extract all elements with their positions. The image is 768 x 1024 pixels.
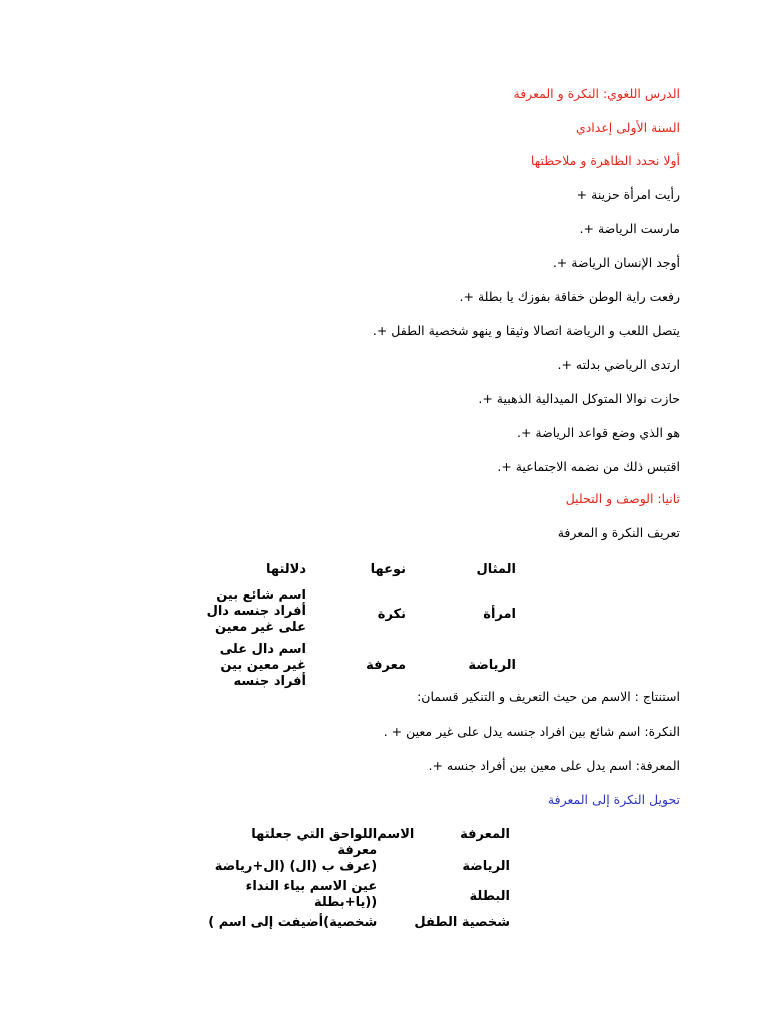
table-cell [377,859,414,879]
table-cell: اسم شائع بين أفراد جنسه دال على غير معين [206,588,306,635]
table-header: الاسم [377,827,415,842]
table-header-row [196,562,516,588]
table-row [207,859,510,879]
table-cell: نكرة [377,607,406,622]
example-sentence: اقتبس ذلك من نضمه الاجتماعية +. [497,459,680,474]
table-cell: البطلة [469,889,510,904]
table-cell: الرياضة [462,859,510,874]
table-header: المعرفة [460,827,510,842]
grade-label: السنة الأولى إعدادي [575,120,680,135]
example-sentence: مارست الرياضة +. [579,221,680,236]
table-cell [377,915,414,931]
example-sentence: أوجد الإنسان الرياضة +. [552,255,680,270]
table-row [207,879,510,915]
definition-title: تعريف النكرة و المعرفة [557,525,680,540]
table-row [207,915,510,931]
definition-table [196,562,516,690]
section-heading-observation: أولا نحدد الظاهرة و ملاحظتها [530,153,680,168]
example-sentence: رأيت امرأة حزينة + [576,187,680,202]
example-sentence: هو الذي وضع قواعد الرياضة +. [516,425,680,440]
table-cell: امرأة [483,607,516,622]
example-sentence: ارتدى الرياضي بدلته +. [557,357,680,372]
conclusion-intro: استنتاج : الاسم من حيث التعريف و التنكير قسمان: [417,689,680,704]
table-row [196,642,516,690]
table-cell: الرياضة [468,658,516,673]
conclusion-maarifa: المعرفة: اسم يدل على معين بين أفراد جنسه +. [428,758,680,773]
table-cell: (عرف ب (ال) (ال+رياضة [214,859,378,874]
table-cell: معرفة [366,658,406,673]
table-cell: اسم دال على غير معين بين أفراد جنسه [219,642,306,689]
table-row [196,588,516,642]
table-header: المثال [476,562,516,577]
table-cell: عين الاسم بياء النداء ((يا+بطلة [245,879,378,910]
section-heading-analysis: ثانيا: الوصف و التحليل [565,491,680,506]
example-sentence: رفعت راية الوطن خفاقة بفوزك يا بطلة +. [459,289,680,304]
table-header: دلالتها [265,562,306,577]
table-header: اللواحق التي جعلتها معرفة [251,827,378,858]
example-sentence: يتصل اللعب و الرياضة اتصالا وثيقا و ينهو شخصية الطفل +. [372,323,680,338]
section-heading-conversion: تحويل النكرة إلى المعرفة [547,792,680,807]
table-header: نوعها [370,562,406,577]
conversion-table [207,827,510,931]
table-cell: شخصية)أضيفت إلى اسم ) [208,915,378,930]
example-sentence: حازت نوالا المتوكل الميدالية الذهبية +. [478,391,680,406]
conclusion-nakira: النكرة: اسم شائع بين افراد جنسه يدل على غير معين + . [383,724,680,739]
table-header-row [207,827,510,859]
table-cell: شخصية الطفل [414,915,510,930]
lesson-title: الدرس اللغوي: النكرة و المعرفة [513,86,680,101]
table-cell [377,879,414,915]
